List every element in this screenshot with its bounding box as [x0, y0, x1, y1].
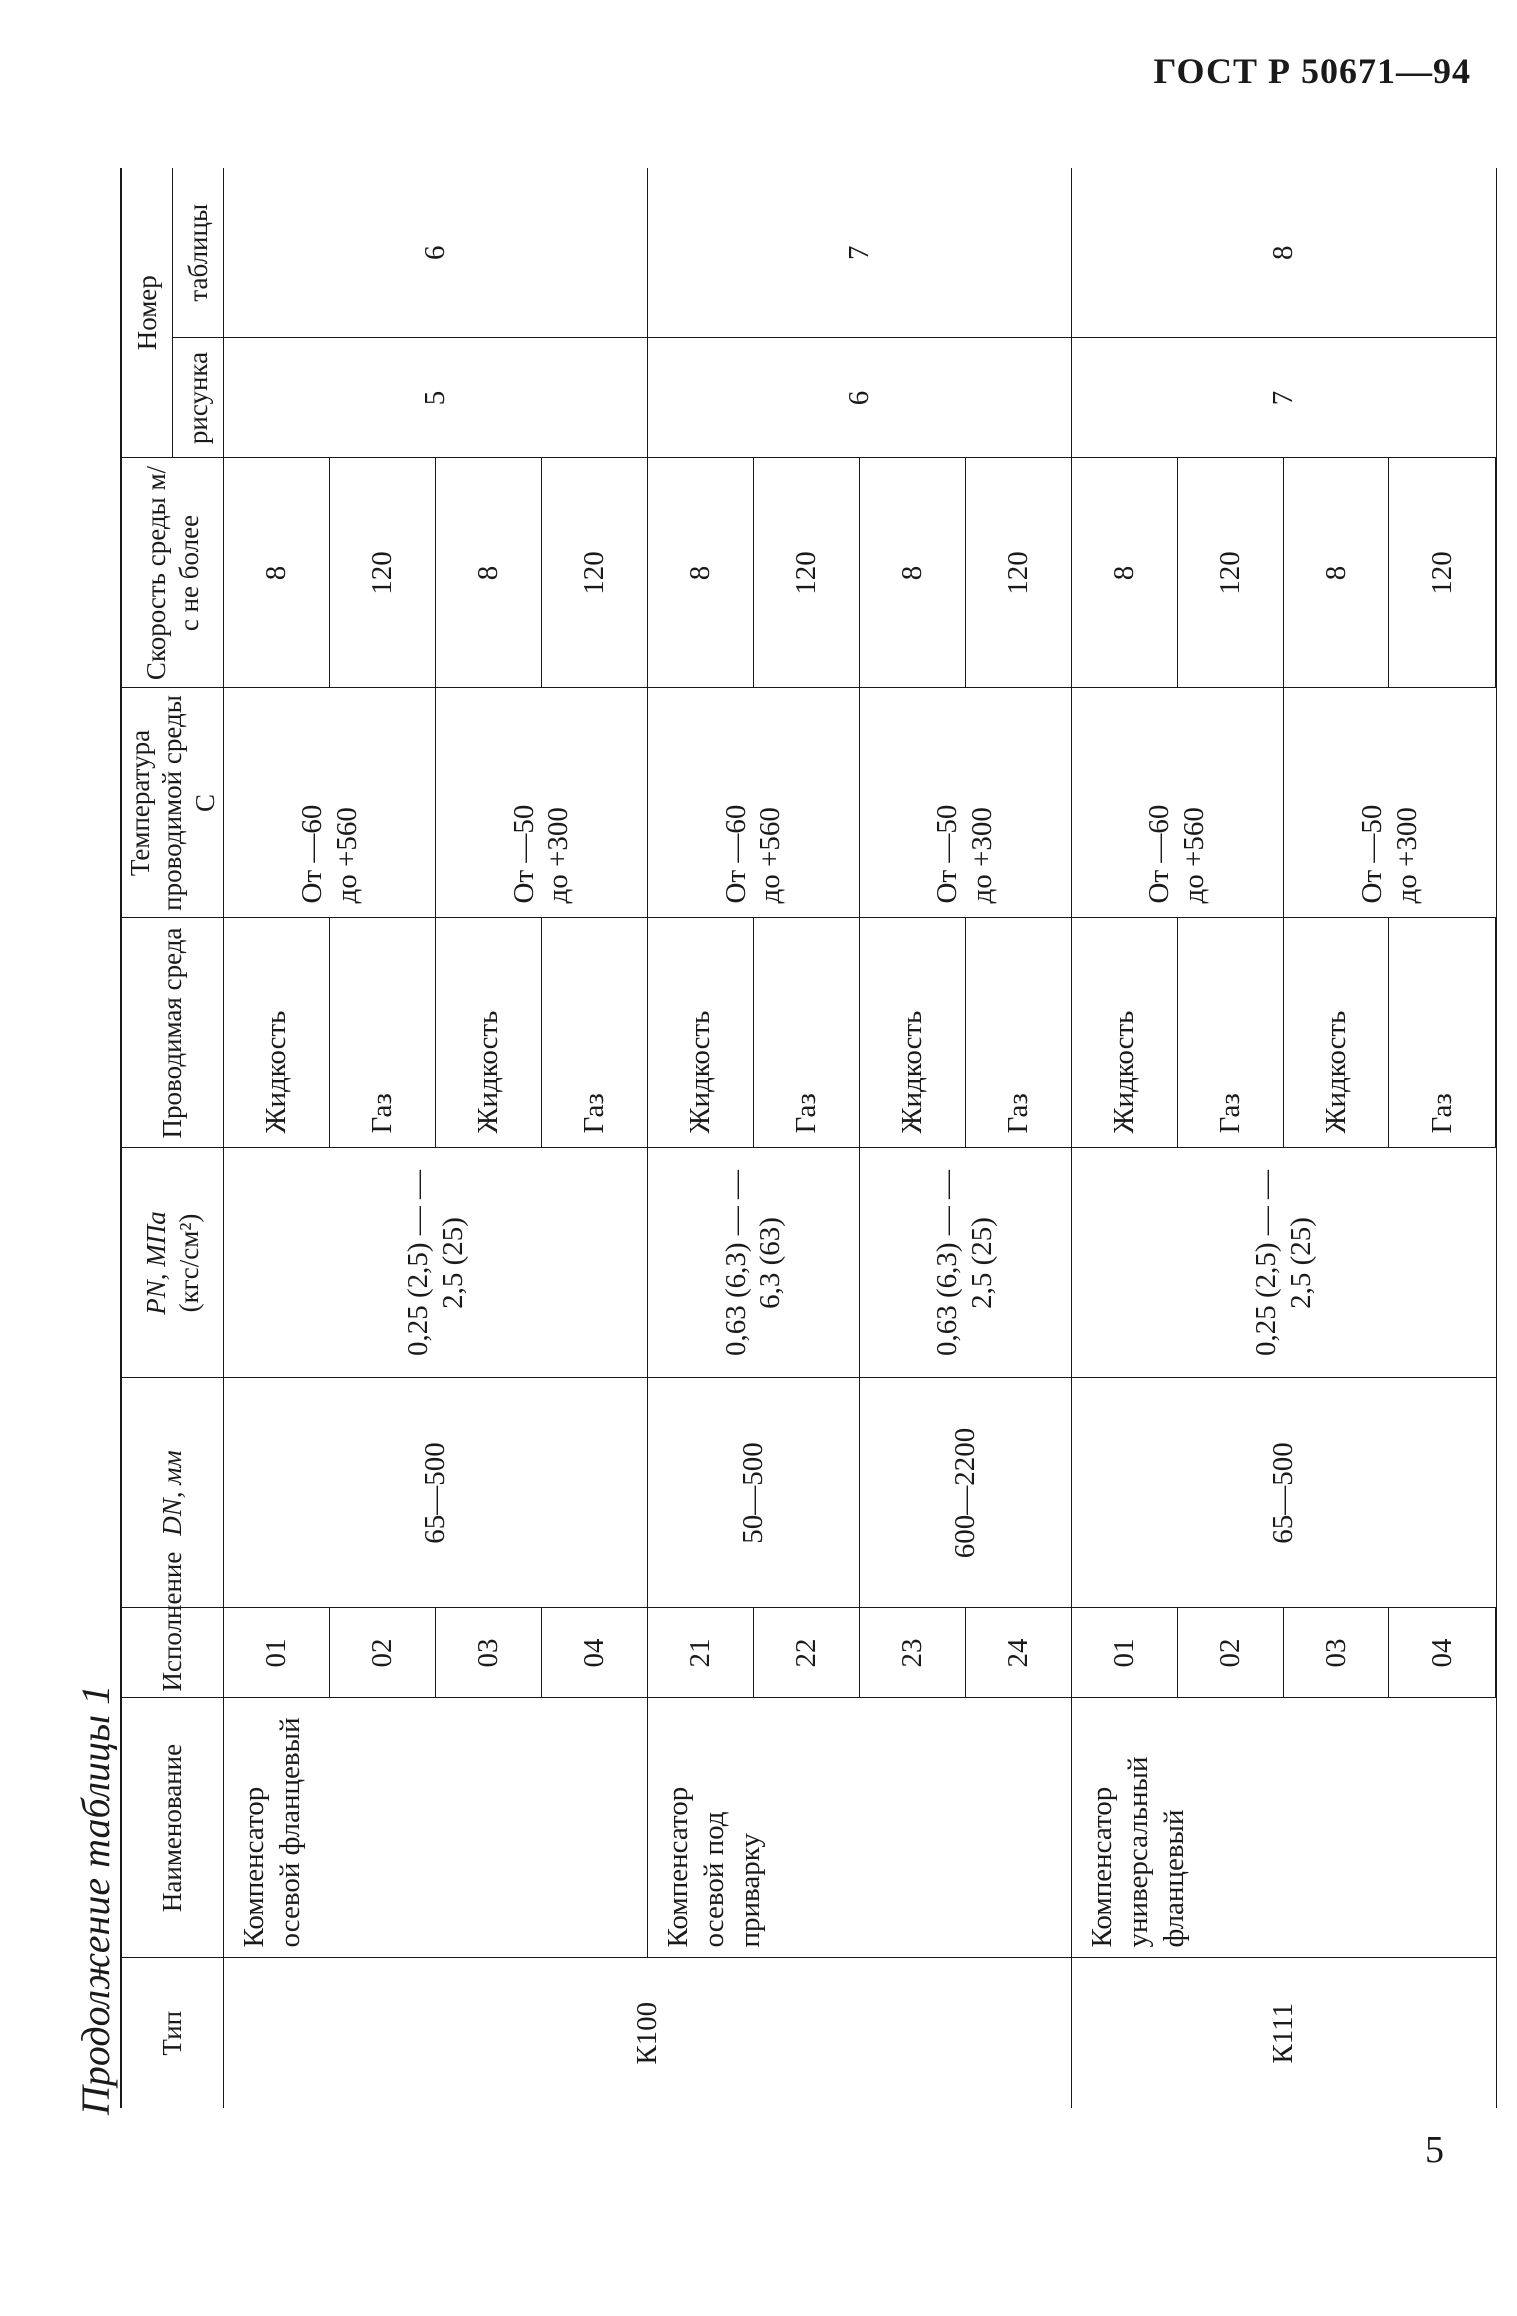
- figure-cell: 6: [647, 338, 1071, 458]
- execution-cell: 04: [1389, 1608, 1496, 1698]
- table-row: [1071, 168, 1177, 2108]
- execution-cell: 21: [647, 1608, 753, 1698]
- temperature-from: От —60: [719, 804, 752, 904]
- table-row: [224, 168, 330, 2108]
- speed-cell: 8: [1283, 458, 1389, 688]
- speed-cell: 8: [859, 458, 965, 688]
- table-row: [647, 168, 753, 2108]
- header-number: Номер: [121, 168, 173, 458]
- execution-cell: 24: [965, 1608, 1071, 1698]
- speed-cell: 120: [1389, 458, 1496, 688]
- temperature-from: От —60: [295, 804, 328, 904]
- execution-cell: 04: [541, 1608, 647, 1698]
- execution-cell: 22: [753, 1608, 859, 1698]
- medium-cell: Жидкость: [224, 918, 330, 1148]
- medium-cell: Газ: [965, 918, 1071, 1148]
- figure-cell: 5: [224, 338, 648, 458]
- medium-cell: Газ: [753, 918, 859, 1148]
- table-no-cell: 8: [1071, 168, 1496, 338]
- execution-cell: 01: [224, 1608, 330, 1698]
- table-no-cell: 6: [224, 168, 648, 338]
- medium-cell: Газ: [1389, 918, 1496, 1148]
- execution-cell: 02: [330, 1608, 436, 1698]
- temperature-to: до +300: [966, 807, 999, 904]
- table-no-cell: 7: [647, 168, 1071, 338]
- execution-cell: 23: [859, 1608, 965, 1698]
- speed-cell: 120: [1177, 458, 1283, 688]
- speed-cell: 8: [436, 458, 542, 688]
- speed-cell: 120: [965, 458, 1071, 688]
- name-cell: Компенсатор осевой под приварку: [647, 1698, 1071, 1958]
- header-type: Тип: [121, 1958, 224, 2108]
- dn-cell: 600—2200: [859, 1378, 1071, 1608]
- header-pn-main: PN, МПа: [141, 1211, 172, 1315]
- temperature-from: От —50: [931, 804, 964, 904]
- document-code: ГОСТ Р 50671—94: [1153, 51, 1471, 91]
- speed-cell: 120: [753, 458, 859, 688]
- temperature-from: От —60: [1143, 804, 1176, 904]
- temperature-to: до +560: [330, 807, 363, 904]
- figure-cell: 7: [1071, 338, 1496, 458]
- header-pn: [121, 1148, 224, 1378]
- name-cell: Компенсатор универсальный фланцевый: [1071, 1698, 1496, 1958]
- header-execution: Исполнение: [121, 1608, 224, 1698]
- execution-cell: 01: [1071, 1608, 1177, 1698]
- speed-cell: 120: [330, 458, 436, 688]
- temperature-cell: [647, 688, 859, 918]
- dn-cell: 65—500: [1071, 1378, 1496, 1608]
- medium-cell: Жидкость: [1071, 918, 1177, 1148]
- temperature-from: От —50: [507, 804, 540, 904]
- dn-cell: 50—500: [647, 1378, 859, 1608]
- medium-cell: Жидкость: [647, 918, 753, 1148]
- table-caption: Продолжение таблицы 1: [73, 1684, 118, 2115]
- header-speed: Скорость среды м/с не более: [121, 458, 224, 688]
- speed-cell: 120: [541, 458, 647, 688]
- speed-cell: 8: [1071, 458, 1177, 688]
- execution-cell: 03: [436, 1608, 542, 1698]
- header-name: Наименование: [121, 1698, 224, 1958]
- speed-cell: 8: [224, 458, 330, 688]
- pn-cell: 0,25 (2,5) — —2,5 (25): [1071, 1148, 1496, 1378]
- type-cell: К100: [224, 1958, 1072, 2108]
- table-sheet: [120, 168, 1470, 2108]
- medium-cell: Газ: [541, 918, 647, 1148]
- medium-cell: Жидкость: [1283, 918, 1389, 1148]
- temperature-cell: [1283, 688, 1496, 918]
- type-cell: К111: [1071, 1958, 1496, 2108]
- medium-cell: Газ: [330, 918, 436, 1148]
- medium-cell: Газ: [1177, 918, 1283, 1148]
- header-temperature: Температура проводимой среды С: [121, 688, 224, 918]
- temperature-to: до +560: [1178, 807, 1211, 904]
- header-table-no: таблицы: [173, 168, 224, 338]
- medium-cell: Жидкость: [859, 918, 965, 1148]
- dn-cell: 65—500: [224, 1378, 648, 1608]
- temperature-from: От —50: [1355, 804, 1388, 904]
- execution-cell: 02: [1177, 1608, 1283, 1698]
- name-cell: Компенсатор осевой фланцевый: [224, 1698, 648, 1958]
- pn-cell: 0,63 (6,3) — —2,5 (25): [859, 1148, 1071, 1378]
- execution-cell: 03: [1283, 1608, 1389, 1698]
- header-figure: рисунка: [173, 338, 224, 458]
- header-medium: Проводимая среда: [121, 918, 224, 1148]
- temperature-cell: [1071, 688, 1283, 918]
- pn-cell: 0,25 (2,5) — —2,5 (25): [224, 1148, 648, 1378]
- specification-table: [120, 168, 1497, 2108]
- header-dn: DN, мм: [121, 1378, 224, 1608]
- temperature-cell: [224, 688, 436, 918]
- temperature-to: до +300: [542, 807, 575, 904]
- medium-cell: Жидкость: [436, 918, 542, 1148]
- temperature-cell: [436, 688, 648, 918]
- page-number: 5: [1425, 2129, 1444, 2171]
- temperature-to: до +300: [1390, 807, 1423, 904]
- header-row: [121, 168, 173, 2108]
- temperature-to: до +560: [754, 807, 787, 904]
- speed-cell: 8: [647, 458, 753, 688]
- pn-cell: 0,63 (6,3) — —6,3 (63): [647, 1148, 859, 1378]
- temperature-cell: [859, 688, 1071, 918]
- header-pn-unit: (кгс/см²): [173, 1213, 204, 1313]
